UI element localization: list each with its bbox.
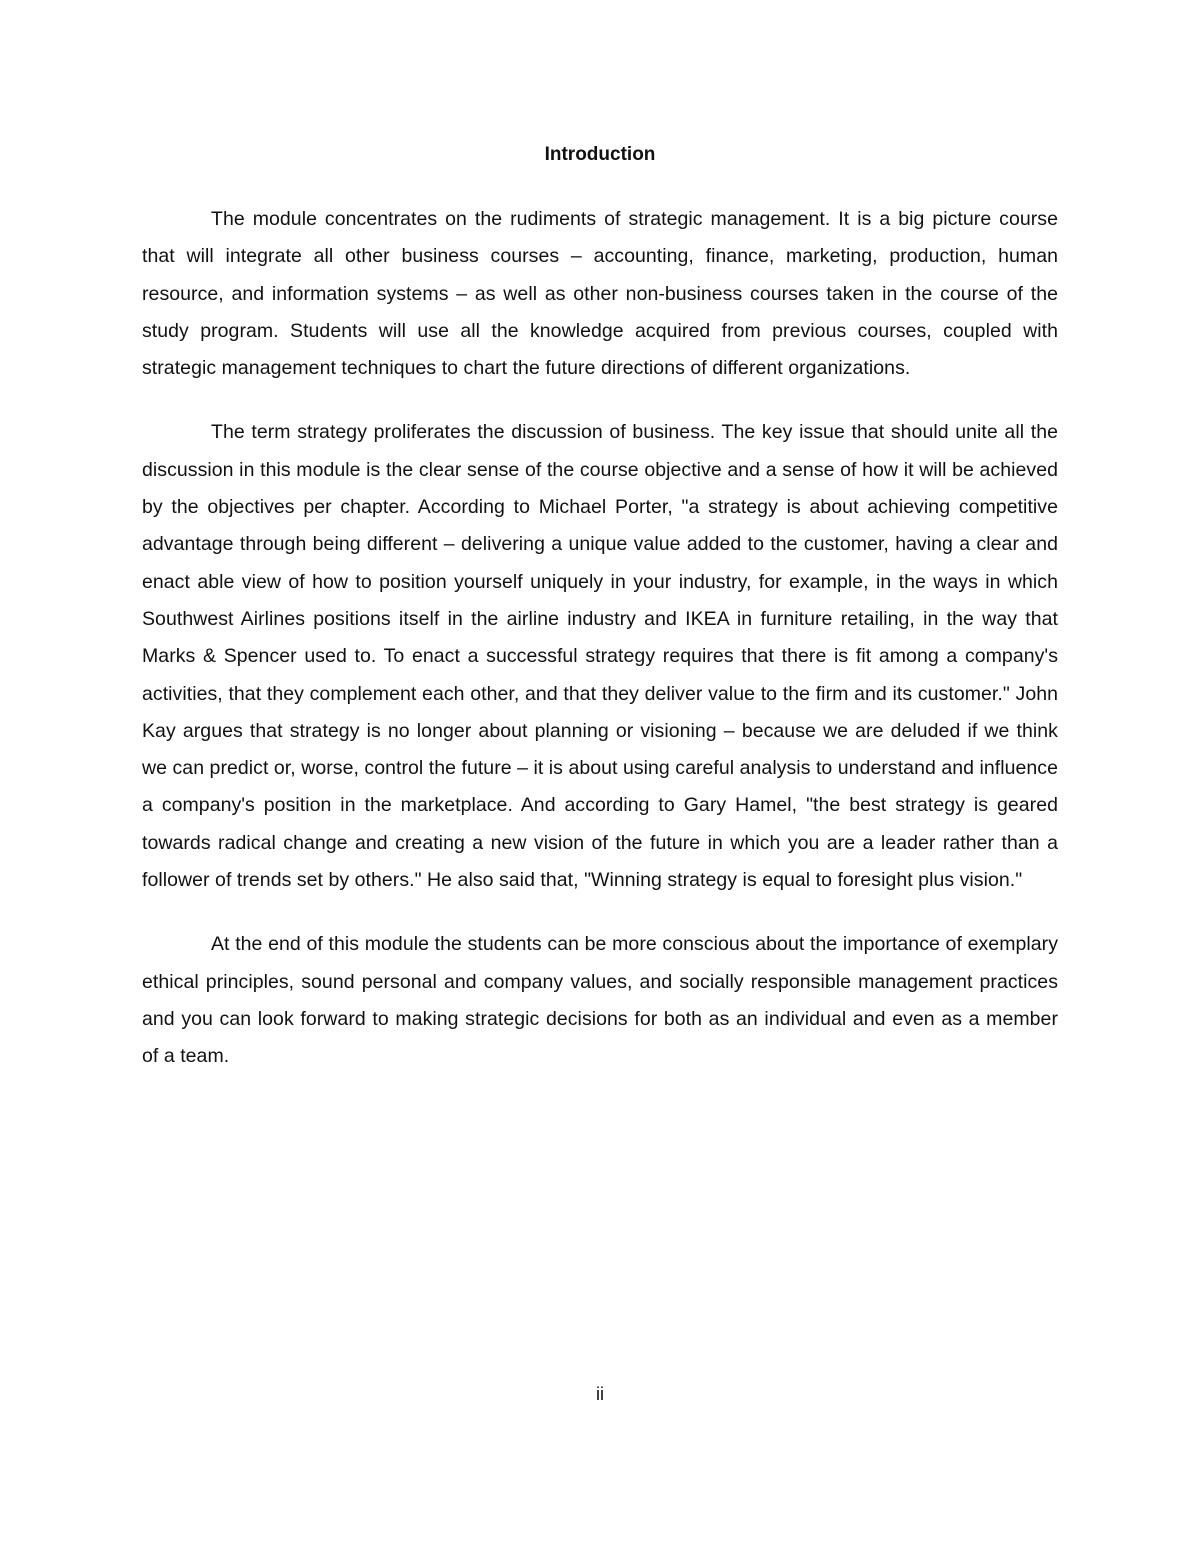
page-number: ii [596, 1384, 604, 1404]
page-title: Introduction [544, 144, 656, 165]
paragraph-module-overview: The module concentrates on the rudiments of strategic management. It is a big picture course that will integrate all other business courses – accounting, finance, marketing, production, human resource, and information systems – as well as other non-business courses taken in the course of the study program. Students will use all the knowledge acquired from previous courses, coupled with strategic management techniques to chart the future directions of different organizations. [142, 208, 1058, 380]
body-text [142, 201, 1058, 1076]
paragraph-strategy-definitions: The term strategy proliferates the discussion of business. The key issue that should unite all the discussion in this module is the clear sense of the course objective and a sense of how it will be achieved by the objectives per chapter. According to Michael Porter, "a strategy is about achieving competitive advantage through being different – delivering a unique value added to the customer, having a clear and enact able view of how to position yourself uniquely in your industry, for example, in the ways in which Southwest Airlines positions itself in the airline industry and IKEA in furniture retailing, in the way that Marks & Spencer used to. To enact a successful strategy requires that there is fit among a company's activities, that they complement each other, and that they deliver value to the firm and its customer." John Kay argues that strategy is no longer about planning or visioning – because we are deluded if we think we can predict or, worse, control the future – it is about using careful analysis to understand and influence a company's position in the marketplace. And according to Gary Hamel, "the best strategy is geared towards radical change and creating a new vision of the future in which you are a leader rather than a follower of trends set by others." He also said that, "Winning strategy is equal to foresight plus vision." [142, 421, 1058, 892]
paragraph-learning-outcomes: At the end of this module the students can be more conscious about the importance of exemplary ethical principles, sound personal and company values, and socially responsible management practices and you can look forward to making strategic decisions for both as an individual and even as a member of a team. [142, 933, 1058, 1068]
